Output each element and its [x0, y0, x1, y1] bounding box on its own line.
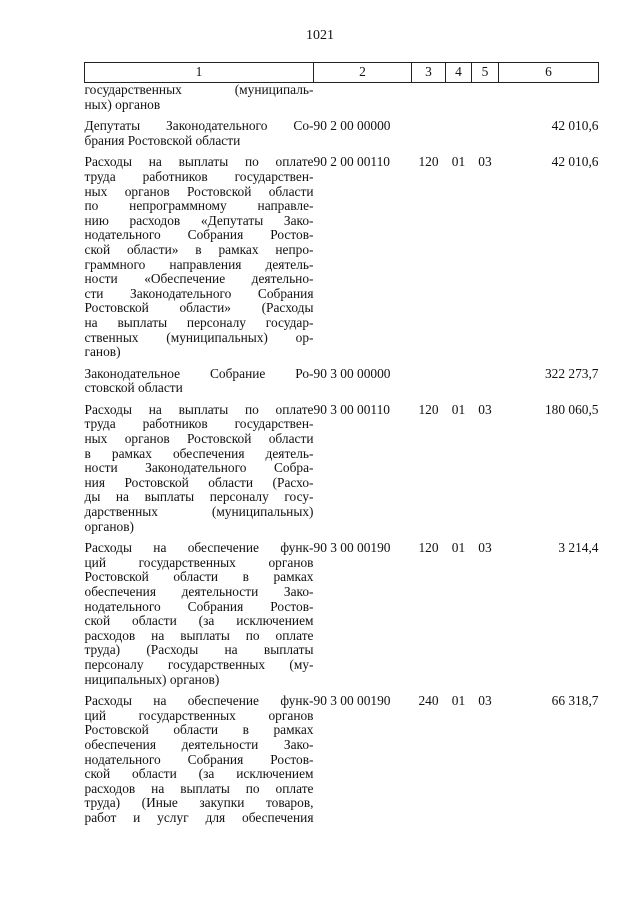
description-line: ности «Обеспечение деятельно- — [84, 271, 314, 287]
row-expense-type — [412, 119, 446, 148]
table-body — [85, 83, 599, 826]
row-code: 90 3 00 00110 — [313, 401, 390, 417]
description-line: Расходы на обеспечение функ- — [84, 693, 314, 709]
header-col-1: 1 — [85, 63, 314, 83]
row-expense-type: 240 — [418, 693, 439, 709]
description-line: труда) (Иные закупки товаров, — [84, 795, 314, 811]
description-line: расходов на выплаты по оплате — [84, 780, 314, 796]
table-header-row — [85, 63, 599, 83]
description-line: граммного направления деятель- — [84, 256, 314, 272]
description-line: Ростовской области» (Расходы — [84, 300, 314, 316]
row-description — [85, 119, 314, 148]
row-code: 90 3 00 00190 — [313, 540, 391, 556]
description-line: ганов) — [84, 344, 121, 360]
row-expense-type: 120 — [418, 154, 439, 170]
row-amount: 322 273,7 — [544, 365, 599, 381]
description-line: персоналу государственных (му- — [84, 656, 314, 672]
description-line: стовской области — [84, 380, 183, 396]
page-number: 1021 — [306, 28, 334, 43]
row-subsection — [472, 83, 499, 113]
description-line: нию расходов «Депутаты Зако- — [84, 212, 314, 228]
description-line: сти Законодательного Собрания — [84, 285, 314, 301]
header-col-2: 2 — [314, 63, 412, 83]
description-line: ниципальных) органов) — [84, 671, 220, 687]
description-line: работ и услуг для обеспечения — [84, 809, 314, 825]
row-expense-type: 120 — [418, 401, 439, 417]
header-col-6: 6 — [499, 63, 599, 83]
row-code: 90 3 00 00000 — [313, 365, 391, 381]
header-col-4: 4 — [446, 63, 472, 83]
description-line: нодательного Собрания Ростов- — [84, 227, 314, 243]
description-line: Расходы на выплаты по оплате — [84, 154, 314, 170]
header-col-5: 5 — [472, 63, 499, 83]
row-section: 01 — [451, 693, 466, 709]
description-line: труда работников государствен- — [84, 168, 314, 184]
description-line: ций государственных органов — [84, 554, 314, 570]
row-amount: 42 010,6 — [551, 118, 599, 134]
description-line: Ростовской области в рамках — [84, 722, 314, 738]
description-line: обеспечения деятельности Зако- — [84, 736, 314, 752]
description-line: нодательного Собрания Ростов- — [84, 751, 314, 767]
row-subsection: 03 — [478, 693, 492, 709]
description-line: государственных (муниципаль- — [84, 82, 314, 97]
row-subsection — [472, 367, 499, 396]
row-amount: 42 010,6 — [551, 154, 599, 170]
row-section — [446, 367, 472, 396]
description-line: дарственных (муниципальных) — [84, 504, 314, 520]
row-amount: 180 060,5 — [544, 401, 599, 417]
row-section — [446, 83, 472, 113]
description-line: Законодательное Собрание Ро- — [84, 365, 314, 381]
row-description — [85, 155, 314, 359]
row-code — [314, 83, 412, 113]
row-description — [85, 83, 314, 113]
row-expense-type — [412, 83, 446, 113]
description-line: расходов на выплаты по оплате — [84, 627, 314, 643]
row-description — [85, 403, 314, 534]
description-line: органов) — [84, 518, 134, 534]
table-row — [85, 694, 599, 825]
table-row — [85, 155, 599, 359]
table-row — [85, 541, 599, 687]
description-line: ской области» в рамках непро- — [84, 241, 314, 257]
row-amount: 66 318,7 — [551, 693, 599, 709]
description-line: обеспечения деятельности Зако- — [84, 584, 314, 599]
description-line: брания Ростовской области — [84, 132, 241, 148]
description-line: нодательного Собрания Ростов- — [84, 598, 314, 614]
row-code: 90 2 00 00000 — [313, 118, 391, 134]
description-line: Расходы на выплаты по оплате — [84, 401, 314, 417]
description-line: ных органов Ростовской области — [84, 431, 314, 447]
description-line: труда) (Расходы на выплаты — [84, 642, 314, 658]
row-description — [85, 541, 314, 687]
description-line: в рамках обеспечения деятель- — [84, 445, 314, 461]
description-line: ской области (за исключением — [84, 766, 314, 782]
row-amount: 3 214,4 — [558, 540, 599, 556]
description-line: по непрограммному направле- — [84, 198, 314, 214]
row-expense-type — [412, 367, 446, 396]
description-line: ных) органов — [84, 96, 161, 112]
row-subsection — [472, 119, 499, 148]
table-row — [85, 83, 599, 113]
table-row — [85, 403, 599, 534]
description-line: ской области (за исключением — [84, 613, 314, 629]
row-section — [446, 119, 472, 148]
row-description — [85, 694, 314, 825]
description-line: ций государственных органов — [84, 707, 314, 723]
description-line: ных органов Ростовской области — [84, 183, 314, 199]
description-line: ды на выплаты персоналу госу- — [84, 489, 314, 505]
description-line: труда работников государствен- — [84, 416, 314, 432]
description-line: ности Законодательного Собра- — [84, 460, 314, 476]
description-line: на выплаты персоналу государ- — [84, 314, 314, 330]
row-subsection: 03 — [478, 401, 492, 417]
row-section: 01 — [451, 401, 466, 417]
header-col-3: 3 — [412, 63, 446, 83]
row-description — [85, 367, 314, 396]
row-section: 01 — [451, 154, 466, 170]
row-code: 90 3 00 00190 — [313, 693, 391, 709]
table-row — [85, 119, 599, 148]
row-subsection: 03 — [478, 540, 492, 556]
description-line: ственных (муниципальных) ор- — [84, 329, 314, 345]
budget-table — [84, 62, 599, 826]
row-section: 01 — [451, 540, 466, 556]
table-row — [85, 367, 599, 396]
description-line: Депутаты Законодательного Со- — [84, 118, 314, 134]
description-line: Ростовской области в рамках — [84, 569, 314, 585]
row-expense-type: 120 — [418, 540, 439, 556]
description-line: ния Ростовской области (Расхо- — [84, 474, 314, 490]
row-subsection: 03 — [478, 154, 492, 170]
row-code: 90 2 00 00110 — [313, 154, 390, 170]
description-line: Расходы на обеспечение функ- — [84, 540, 314, 556]
row-amount — [499, 83, 599, 113]
